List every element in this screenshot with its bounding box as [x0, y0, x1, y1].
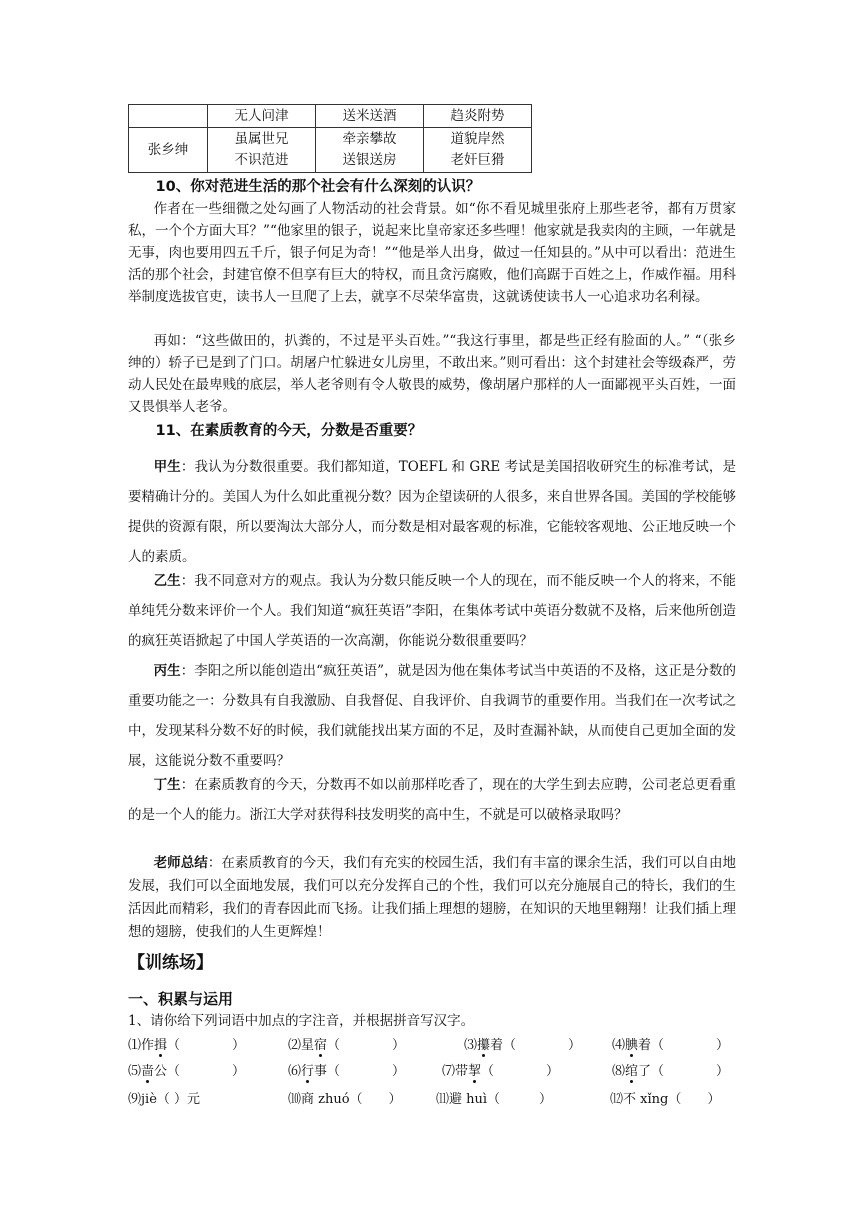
- table-cell: [316, 128, 424, 173]
- speaker-name: 老师总结: [153, 855, 208, 871]
- exercise-row: [128, 1088, 748, 1110]
- cell-line: 送银送房: [342, 152, 397, 168]
- exercise-item: ⑴作揖（ ）: [128, 1038, 246, 1053]
- exercise-item: ⑵星宿（ ）: [288, 1038, 406, 1053]
- speaker-name: 乙生: [153, 573, 181, 589]
- exercise-item: ⑼jiè（ ）元: [128, 1092, 201, 1107]
- cell-line: 虽属世兄: [234, 131, 289, 147]
- speaker-text: ：李阳之所以能创造出“疯狂英语”，就是因为他在集体考试当中英语的不及格，这正是分数的重要功能之一：分数具有自我激励、自我督促、自我评价、自我调节的重要作用。当我们在一次考试之中，发现某科分数不好的时候，我们就能找出某方面的不足，及时查漏补缺，从而使自己更加全面的发展，这能说分数不重要吗？: [128, 663, 736, 769]
- comparison-table: [128, 104, 532, 173]
- exercise-row: [128, 1060, 748, 1082]
- section-title: 一、积累与运用: [128, 990, 234, 1008]
- speaker-text: ：在素质教育的今天，分数再不如以前那样吃香了，现在的大学生到去应聘，公司老总更看重的是一个人的能力。浙江大学对获得科技发明奖的高中生，不就是可以破格录取吗？: [128, 777, 737, 823]
- exercise-instruction: 1、请你给下列词语中加点的字注音，并根据拼音写汉字。: [128, 1013, 475, 1029]
- table-cell: [424, 128, 532, 173]
- cell-line: 牵亲攀故: [342, 131, 397, 147]
- exercise-item: ⑽商 zhuó（ ）: [288, 1092, 402, 1107]
- speaker-paragraph: [128, 566, 736, 656]
- exercise-item: ⑿不 xǐng（ ）: [610, 1092, 721, 1107]
- exercise-item: ⑺带挈（ ）: [442, 1064, 560, 1079]
- training-title: 【训练场】: [128, 953, 213, 973]
- speaker-text: ：我认为分数很重要。我们都知道，TOEFL 和 GRE 考试是美国招收研究生的标准考试，是要精确计分的。美国人为什么如此重视分数？因为企望读研的人很多，来自世界各国。美国的学校能够提供的资源有限，所以要淘汰大部分人，而分数是相对最客观的标准，它能较客观地、公正地反映一个人的素质。: [128, 459, 736, 565]
- question-10-title: 10、你对范进生活的那个社会有什么深刻的认识？: [155, 179, 481, 195]
- table-cell: 无人问津: [208, 105, 316, 128]
- speaker-name: 丁生: [153, 777, 181, 793]
- question-11-title: 11、在素质教育的今天，分数是否重要？: [155, 423, 423, 439]
- exercise-item: ⑶攥着（ ）: [464, 1038, 582, 1053]
- table-cell: 趋炎附势: [424, 105, 532, 128]
- exercise-item: ⑾避 huì（ ）: [436, 1092, 553, 1107]
- cell-line: 不识范进: [234, 152, 289, 168]
- exercise-item: ⑻绾了（ ）: [612, 1064, 730, 1079]
- speaker-paragraph: [128, 770, 736, 830]
- table-row: [129, 128, 532, 173]
- speaker-name: 甲生: [153, 459, 181, 475]
- exercise-item: ⑷腆着（ ）: [612, 1038, 730, 1053]
- speaker-paragraph: [128, 452, 736, 572]
- table-cell: 送米送酒: [316, 105, 424, 128]
- cell-line: 老奸巨猾: [450, 152, 505, 168]
- exercise-item: ⑸啬公（ ）: [128, 1064, 246, 1079]
- table-cell: [208, 128, 316, 173]
- q10-paragraph-2: 再如：“这些做田的，扒粪的，不过是平头百姓。”“我这行事里，都是些正经有脸面的人。” “（张乡绅的）轿子已是到了门口。胡屠户忙躲进女儿房里，不敢出来。”则可看出：这个封建社会等级森严，劳动人民处在最卑贱的底层，举人老爷则有令人敬畏的威势，像胡屠户那样的人一面鄙视平头百姓，一面又畏惧举人老爷。: [128, 333, 736, 415]
- teacher-summary: [128, 852, 736, 944]
- table-cell: [129, 105, 208, 128]
- q10-paragraph-1: 作者在一些细微之处勾画了人物活动的社会背景。如“你不看见城里张府上那些老爷，都有万贯家私，一个个方面大耳？”“他家里的银子，说起来比皇帝家还多些哩！他家就是我卖肉的主顾，一年就是无事，肉也要用四五千斤，银子何足为奇！”“他是举人出身，做过一任知县的。”从中可以看出：范进生活的那个社会，封建官僚不但享有巨大的特权，而且贪污腐败，他们高踞于百姓之上，作威作福。用科举制度选拔官吏，读书人一旦爬了上去，就享不尽荣华富贵，这就诱使读书人一心追求功名利禄。: [128, 201, 736, 305]
- table-cell: 张乡绅: [129, 128, 208, 173]
- speaker-text: ：在素质教育的今天，我们有充实的校园生活，我们有丰富的课余生活，我们可以自由地发展，我们可以全面地发展，我们可以充分发挥自己的个性，我们可以充分施展自己的特长，我们的生活因此而精彩，我们的青春因此而飞扬。让我们插上理想的翅膀，在知识的天地里翱翔！让我们插上理想的翅膀，使我们的人生更辉煌！: [128, 855, 737, 940]
- exercise-item: ⑹行事（ ）: [288, 1064, 406, 1079]
- exercise-row: [128, 1034, 748, 1056]
- cell-line: 道貌岸然: [450, 131, 505, 147]
- speaker-name: 丙生: [153, 663, 181, 679]
- speaker-paragraph: [128, 656, 736, 776]
- speaker-text: ：我不同意对方的观点。我认为分数只能反映一个人的现在，而不能反映一个人的将来，不能单纯凭分数来评价一个人。我们知道“疯狂英语”李阳，在集体考试中英语分数就不及格，后来他所创造的疯狂英语掀起了中国人学英语的一次高潮，你能说分数很重要吗？: [128, 573, 737, 649]
- table-row: [129, 105, 532, 128]
